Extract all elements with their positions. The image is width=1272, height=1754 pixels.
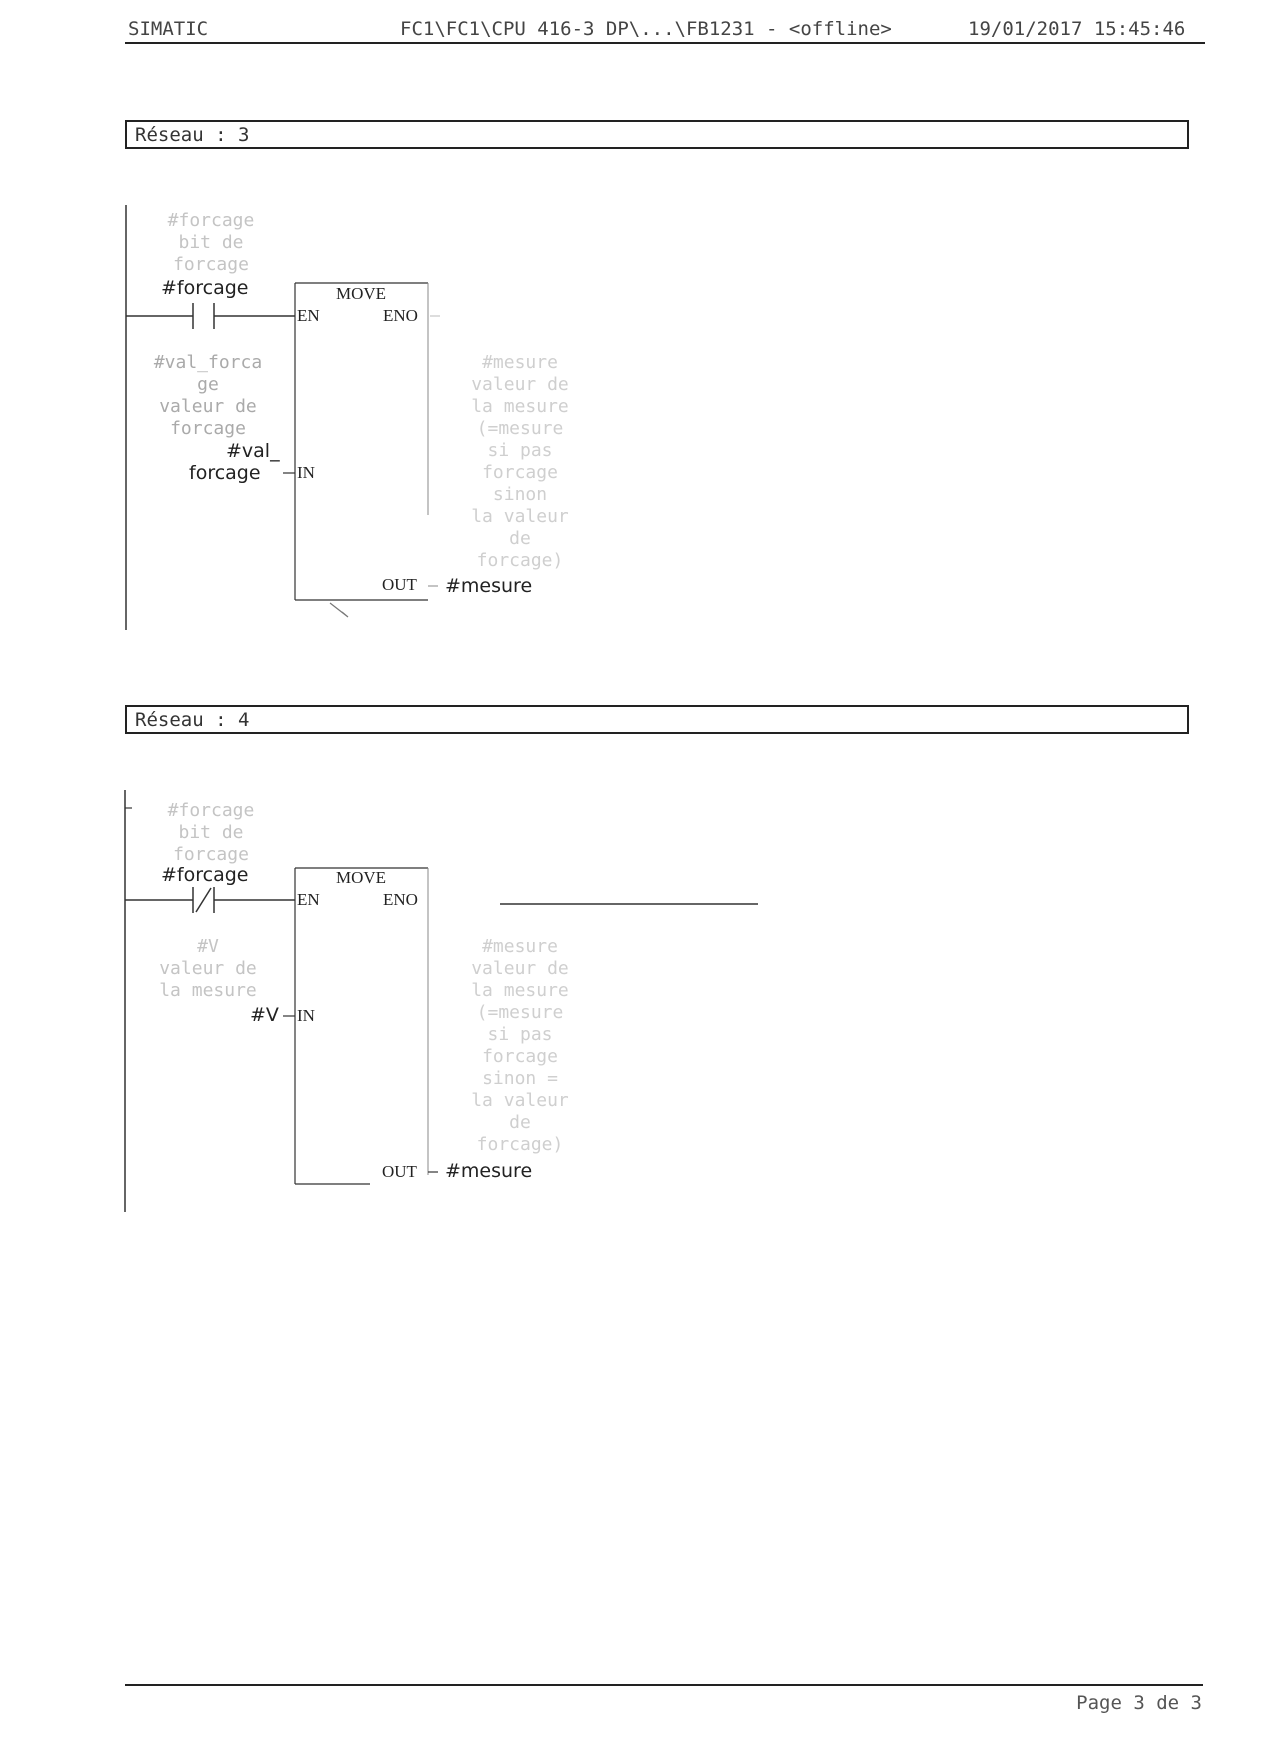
- out-comment: #mesure valeur de la mesure (=mesure si pas forcage sinon la valeur de forcage): [471, 352, 569, 571]
- page-number: Page 3 de 3: [1076, 1692, 1202, 1714]
- out-variable: #mesure: [445, 1160, 533, 1182]
- out-variable: #mesure: [445, 575, 533, 597]
- move-eno-pin: ENO: [383, 890, 418, 909]
- move-en-pin: EN: [297, 890, 320, 909]
- move-in-pin: IN: [297, 463, 315, 482]
- in-comment: #val_forca ge valeur de forcage: [153, 352, 263, 439]
- contact-nc-slash: [196, 888, 211, 912]
- move-block-title: MOVE: [336, 868, 387, 887]
- network-4-label: Réseau : 4: [135, 709, 250, 731]
- out-comment: #mesure valeur de la mesure (=mesure si pas forcage sinon = la valeur de forcage): [471, 936, 569, 1155]
- contact-comment: #forcage bit de forcage: [167, 210, 255, 275]
- block-path: FC1\FC1\CPU 416-3 DP\...\FB1231 - <offline>: [400, 18, 892, 40]
- app-name: SIMATIC: [128, 18, 209, 40]
- move-out-pin: OUT: [382, 575, 417, 594]
- in-variable-line-1: #val_: [226, 440, 280, 462]
- network-3-label: Réseau : 3: [135, 124, 250, 146]
- move-en-pin: EN: [297, 306, 320, 325]
- move-in-pin: IN: [297, 1006, 315, 1025]
- move-eno-pin: ENO: [383, 306, 418, 325]
- in-comment: #V valeur de la mesure: [159, 936, 257, 1001]
- in-variable-line-2: forcage: [189, 462, 261, 484]
- move-out-pin: OUT: [382, 1162, 417, 1181]
- move-block-title: MOVE: [336, 284, 387, 303]
- contact-comment: #forcage bit de forcage: [167, 800, 255, 865]
- contact-variable: #forcage: [161, 864, 249, 886]
- print-datetime: 19/01/2017 15:45:46: [968, 18, 1186, 40]
- footer-rule: [125, 1684, 1203, 1686]
- in-variable: #V: [250, 1004, 279, 1026]
- contact-variable: #forcage: [161, 277, 249, 299]
